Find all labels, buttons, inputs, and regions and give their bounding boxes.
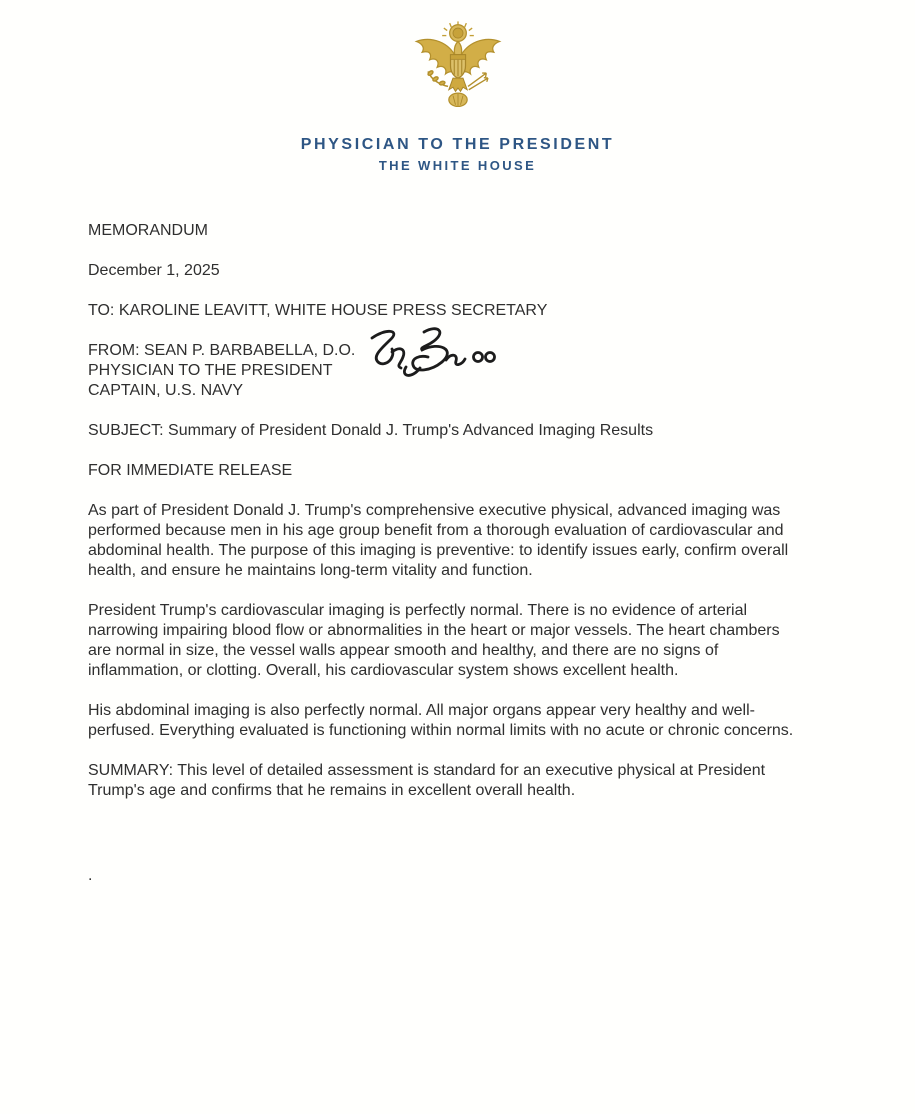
us-great-seal-eagle-icon (408, 18, 508, 114)
body-paragraph-summary: SUMMARY: This level of detailed assessment is standard for an executive physical at President Trump's age and confirms that he remains in excellent overall health. (88, 762, 766, 799)
release-line: FOR IMMEDIATE RELEASE (88, 462, 293, 479)
memo-label: MEMORANDUM (88, 222, 208, 239)
letterhead (0, 18, 915, 174)
memo-date: December 1, 2025 (88, 262, 220, 279)
letterhead-subtitle: THE WHITE HOUSE (378, 158, 537, 173)
signature-icon (358, 324, 503, 379)
memo-subject-line: SUBJECT: Summary of President Donald J. Trump's Advanced Imaging Results (88, 422, 654, 439)
letterhead-title: PHYSICIAN TO THE PRESIDENT (300, 136, 615, 153)
body-paragraph-1: As part of President Donald J. Trump's comprehensive executive physical, advanced imaging was performed because men in his age group benefit from a thorough evaluation of cardiovascular and abdominal health. The purpose of this imaging is preventive: to identify issues early, confirm overall health, and ensure he maintains long-term vitality and function. (88, 502, 789, 579)
body-paragraph-2: President Trump's cardiovascular imaging is perfectly normal. There is no evidence of arterial narrowing impairing blood flow or abnormalities in the heart or major vessels. The heart chambers are normal in size, the vessel walls appear smooth and healthy, and there are no signs of inflammation, or clotting. Overall, his cardiovascular system shows excellent health. (88, 602, 780, 679)
body-paragraph-3: His abdominal imaging is also perfectly normal. All major organs appear very healthy and well-perfused. Everything evaluated is functioning within normal limits with no acute or chronic concerns. (88, 702, 794, 739)
memo-from-block (88, 341, 802, 401)
memo-body (88, 221, 802, 886)
from-line-title: PHYSICIAN TO THE PRESIDENT (88, 362, 333, 379)
memo-to-line: TO: KAROLINE LEAVITT, WHITE HOUSE PRESS SECRETARY (88, 302, 548, 319)
from-line-name: FROM: SEAN P. BARBABELLA, D.O. (88, 342, 356, 359)
from-line-rank: CAPTAIN, U.S. NAVY (88, 382, 243, 399)
trailing-period-mark: . (88, 867, 93, 884)
